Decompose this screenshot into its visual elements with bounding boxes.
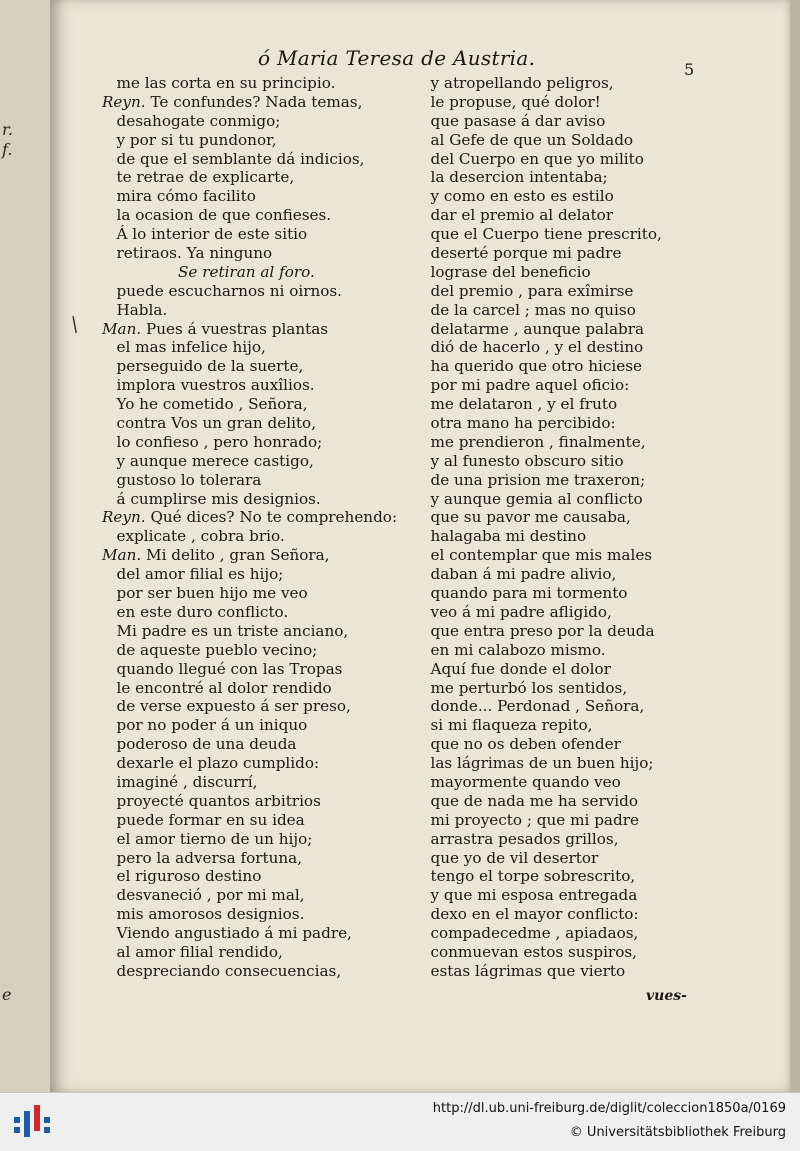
margin-annotation-mark: / (65, 311, 83, 337)
verse-line: dar el premio al delator (416, 206, 614, 225)
previous-page-edge (0, 0, 52, 1092)
verse-text: Mi delito , gran Señora, (141, 546, 330, 565)
verse-line: me delataron , y el fruto (416, 395, 618, 414)
verse-line (102, 546, 397, 565)
verse-line (102, 641, 397, 660)
verse-text: el riguroso destino (102, 867, 262, 886)
verse-text: despreciando consecuencias, (102, 961, 342, 980)
verse-text: á cumplirse mis designios. (102, 489, 321, 508)
previous-page-fragment: f. (2, 140, 13, 159)
verse-text: pero la adversa fortuna, (102, 848, 303, 867)
verse-line: donde... Perdonad , Señora, (416, 697, 645, 716)
verse-line: de una prision me traxeron; (416, 470, 646, 489)
speaker-label: Reyn. (102, 92, 146, 111)
page-url-link[interactable]: http://dl.ub.uni-freiburg.de/diglit/coleccion1850a/0169 (432, 1101, 786, 1116)
verse-line (102, 414, 397, 433)
verse-line (102, 338, 397, 357)
verse-line: al Gefe de que un Soldado (416, 130, 634, 149)
verse-text: desahogate conmigo; (102, 111, 281, 130)
verse-text: proyecté quantos arbitrios (102, 791, 321, 810)
verse-line (102, 433, 397, 452)
verse-line (102, 716, 397, 735)
verse-text: de verse expuesto á ser preso, (102, 697, 351, 716)
verse-line: y como en esto es estilo (416, 187, 614, 206)
verse-text: mis amorosos designios. (102, 905, 305, 924)
page-number: 5 (684, 60, 695, 79)
verse-text: al amor filial rendido, (102, 942, 283, 961)
verse-line: lograse del beneficio (416, 262, 591, 281)
verse-line: del premio , para exîmirse (416, 281, 634, 300)
verse-line: y aunque gemia al conflicto (416, 489, 643, 508)
verse-line: que yo de vil desertor (416, 848, 599, 867)
verse-text: retiraos. Ya ninguno (102, 244, 273, 263)
verse-text: de aqueste pueblo vecino; (102, 640, 318, 659)
verse-line (102, 263, 397, 282)
verse-line (102, 357, 397, 376)
verse-line (102, 811, 397, 830)
verse-text: en este duro conflicto. (102, 602, 289, 621)
verse-line (102, 660, 397, 679)
verse-line: que el Cuerpo tiene prescrito, (416, 225, 662, 244)
verse-line (102, 282, 397, 301)
verse-line (102, 735, 397, 754)
verse-text: de que el semblante dá indicios, (102, 149, 365, 168)
verse-line: quando para mi tormento (416, 584, 628, 603)
verse-line (102, 886, 397, 905)
verse-line (102, 74, 397, 93)
verse-line (102, 603, 397, 622)
verse-line (102, 943, 397, 962)
verse-text: explicate , cobra brio. (102, 527, 285, 546)
verse-line (102, 527, 397, 546)
verse-line: que de nada me ha servido (416, 791, 639, 810)
previous-page-fragment: r. (2, 120, 13, 139)
verse-text: Mi padre es un triste anciano, (102, 621, 349, 640)
verse-line (102, 622, 397, 641)
page-edge-right (790, 0, 800, 1092)
verse-line (102, 150, 397, 169)
verse-line (102, 112, 397, 131)
verse-text: Yo he cometido , Señora, (102, 395, 308, 414)
verse-text: poderoso de una deuda (102, 735, 297, 754)
verse-line: las lágrimas de un buen hijo; (416, 754, 654, 773)
verse-line: estas lágrimas que vierto (416, 961, 626, 980)
verse-line (102, 792, 397, 811)
verse-line (102, 471, 397, 490)
verse-text: Á lo interior de este sitio (102, 225, 308, 244)
verse-line: Aquí fue donde el dolor (416, 659, 611, 678)
verse-line: y al funesto obscuro sitio (416, 451, 624, 470)
verse-line (102, 131, 397, 150)
verse-line: ha querido que otro hiciese (416, 357, 643, 376)
verse-line (102, 905, 397, 924)
verse-text: puede escucharnos ni oirnos. (102, 281, 343, 300)
verse-text: quando llegué con las Tropas (102, 659, 343, 678)
verse-text: Pues á vuestras plantas (141, 319, 329, 338)
verse-line (102, 679, 397, 698)
verse-line: mi proyecto ; que mi padre (416, 810, 639, 829)
verse-line (102, 924, 397, 943)
verse-line: del Cuerpo en que yo milito (416, 149, 644, 168)
verse-text: Viendo angustiado á mi padre, (102, 924, 352, 943)
running-head: ó Maria Teresa de Austria. (258, 46, 536, 70)
verse-text: el amor tierno de un hijo; (102, 829, 313, 848)
verse-text: Te confundes? Nada temas, (145, 92, 363, 111)
speaker-label: Man. (102, 546, 142, 565)
verse-line (102, 168, 397, 187)
verse-text: contra Vos un gran delito, (102, 414, 317, 433)
verse-line: de la carcel ; mas no quiso (416, 300, 636, 319)
verse-text: el mas infelice hijo, (102, 338, 266, 357)
verse-text: dexarle el plazo cumplido: (102, 754, 320, 773)
verse-line: si mi flaqueza repito, (416, 716, 593, 735)
verse-line: me prendieron , finalmente, (416, 432, 646, 451)
verse-line (102, 395, 397, 414)
verse-text: gustoso lo tolerara (102, 470, 262, 489)
verse-line: que su pavor me causaba, (416, 508, 631, 527)
verse-line: tengo el torpe sobrescrito, (416, 867, 636, 886)
speaker-label: Reyn. (102, 508, 146, 527)
previous-page-fragment: e (2, 985, 12, 1004)
verse-text: te retrae de explicarte, (102, 168, 295, 187)
verse-text: me las corta en su principio. (102, 74, 336, 92)
verse-line: mayormente quando veo (416, 772, 621, 791)
verse-line: y que mi esposa entregada (416, 886, 638, 905)
verse-text: le encontré al dolor rendido (102, 678, 332, 697)
verse-line (102, 773, 397, 792)
verse-line (102, 697, 397, 716)
right-text-column (416, 74, 662, 981)
verse-line (102, 225, 397, 244)
verse-line (102, 867, 397, 886)
verse-line (102, 584, 397, 603)
left-text-column (102, 74, 397, 981)
verse-line (102, 93, 397, 112)
verse-text: y por si tu pundonor, (102, 130, 277, 149)
verse-line: que entra preso por la deuda (416, 621, 655, 640)
verse-text: Habla. (102, 300, 168, 319)
verse-line (102, 320, 397, 339)
verse-line (102, 301, 397, 320)
verse-line: arrastra pesados grillos, (416, 829, 619, 848)
verse-text: la ocasion de que confieses. (102, 206, 332, 225)
verse-line (102, 490, 397, 509)
verse-line: daban á mi padre alivio, (416, 565, 617, 584)
verse-line: en mi calabozo mismo. (416, 640, 606, 659)
verse-text: puede formar en su idea (102, 810, 305, 829)
verse-text: y aunque merece castigo, (102, 451, 314, 470)
verse-text: imaginé , discurrí, (102, 772, 258, 791)
verse-text: del amor filial es hijo; (102, 565, 284, 584)
verse-line (102, 962, 397, 981)
verse-line: le propuse, qué dolor! (416, 92, 601, 111)
verse-line: dexo en el mayor conflicto: (416, 905, 639, 924)
verse-text: mira cómo facilito (102, 187, 256, 206)
verse-text: por ser buen hijo me veo (102, 584, 308, 603)
verse-line (102, 206, 397, 225)
verse-line: y atropellando peligros, (416, 74, 614, 92)
verse-line: halagaba mi destino (416, 527, 587, 546)
verse-line: veo á mi padre afligido, (416, 602, 612, 621)
verse-line (102, 849, 397, 868)
verse-line (102, 187, 397, 206)
verse-line: deserté porque mi padre (416, 244, 622, 263)
verse-line: me perturbó los sentidos, (416, 678, 628, 697)
verse-line: que pasase á dar aviso (416, 111, 606, 130)
verse-text: por no poder á un iniquo (102, 716, 308, 735)
verse-line: que no os deben ofender (416, 735, 621, 754)
verse-line (102, 244, 397, 263)
viewer-footer (0, 1092, 800, 1151)
speaker-label: Man. (102, 319, 142, 338)
stage-direction: Se retiran al foro. (178, 262, 315, 281)
copyright-notice: © Universitätsbibliothek Freiburg (569, 1125, 786, 1140)
verse-line (102, 754, 397, 773)
verse-line (102, 830, 397, 849)
verse-text: Qué dices? No te comprehendo: (145, 508, 398, 527)
verse-line (102, 452, 397, 471)
verse-line: otra mano ha percibido: (416, 414, 616, 433)
verse-text: implora vuestros auxîlios. (102, 376, 315, 395)
verse-line (102, 376, 397, 395)
verse-line (102, 508, 397, 527)
verse-line: compadecedme , apiadaos, (416, 924, 639, 943)
verse-text: lo confieso , pero honrado; (102, 432, 323, 451)
verse-text: perseguido de la suerte, (102, 357, 304, 376)
verse-line (102, 565, 397, 584)
verse-line: conmuevan estos suspiros, (416, 942, 637, 961)
verse-line: por mi padre aquel oficio: (416, 376, 630, 395)
verse-line: dió de hacerlo , y el destino (416, 338, 644, 357)
verse-text: desvaneció , por mi mal, (102, 886, 305, 905)
verse-line: el contemplar que mis males (416, 546, 653, 565)
verse-line: la desercion intentaba; (416, 168, 608, 187)
catchword: vues- (646, 988, 687, 1004)
ub-freiburg-logo-icon[interactable] (10, 1101, 52, 1143)
verse-line: delatarme , aunque palabra (416, 319, 645, 338)
